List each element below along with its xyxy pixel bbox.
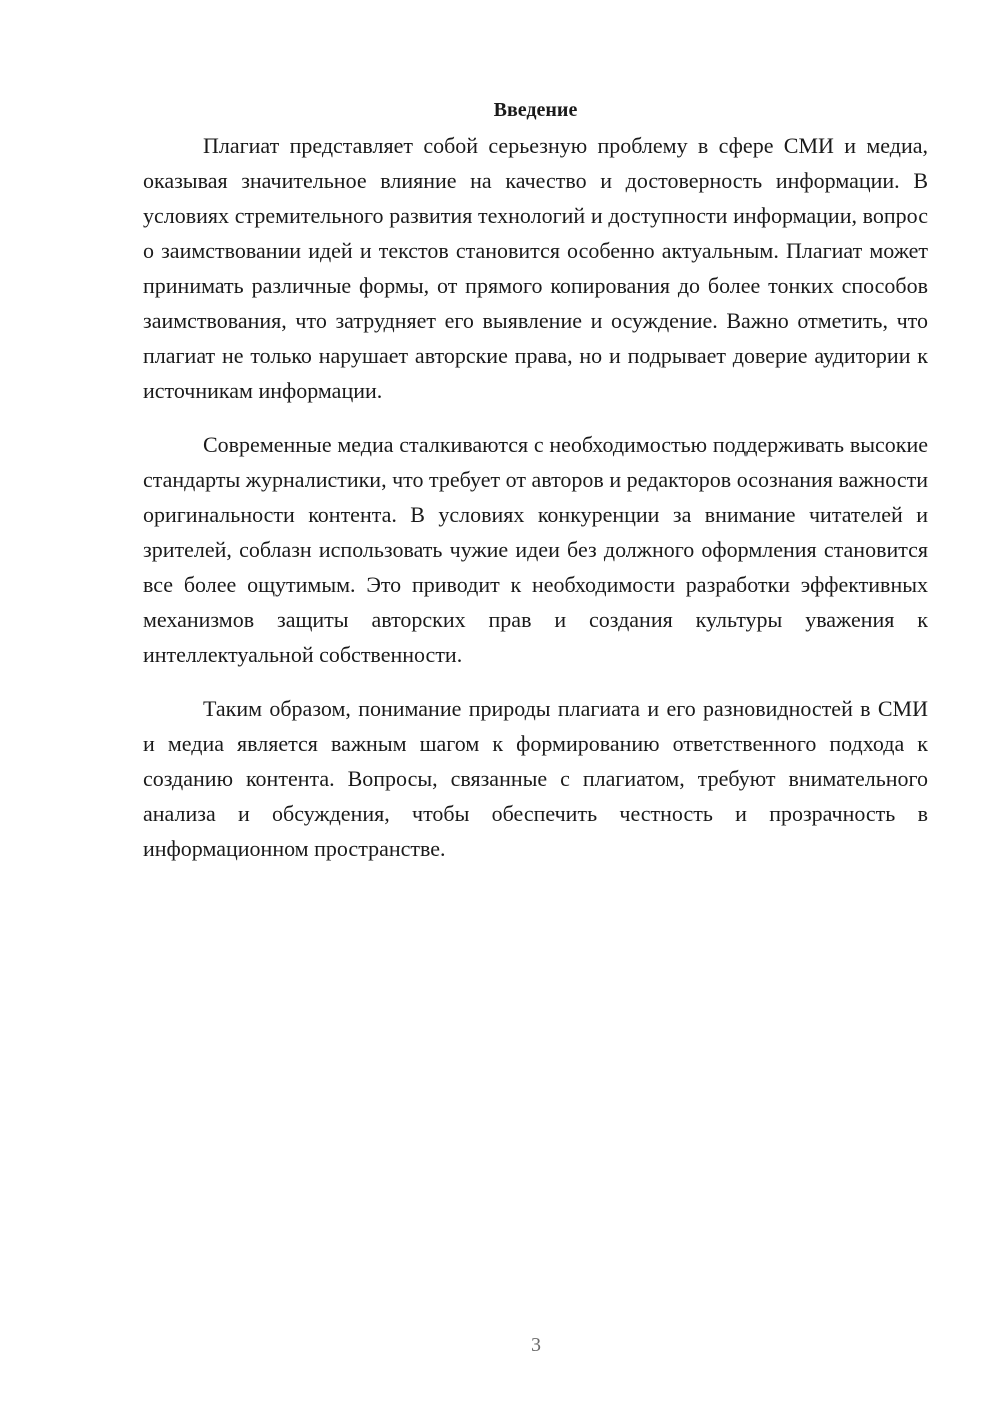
paragraph-3: Таким образом, понимание природы плагиата и его разновидностей в СМИ и медиа является важным шагом к формированию ответственного подхода к созданию контента. Вопросы, связанные с плагиатом, требуют внимательного анализа и обсуждения, чтобы обеспечить честность и прозрачность в информационном пространстве. — [143, 696, 928, 861]
section-heading: Введение — [493, 99, 578, 121]
page-number: 3 — [531, 1334, 541, 1356]
paragraph-1: Плагиат представляет собой серьезную проблему в сфере СМИ и медиа, оказывая значительное влияние на качество и достоверность информации. В условиях стремительного развития технологий и доступности информации, вопрос о заимствовании идей и текстов становится особенно актуальным. Плагиат может принимать различные формы, от прямого копирования до более тонких способов заимствования, что затрудняет его выявление и осуждение. Важно отметить, что плагиат не только нарушает авторские права, но и подрывает доверие аудитории к источникам информации. — [143, 133, 928, 403]
paragraph-2: Современные медиа сталкиваются с необходимостью поддерживать высокие стандарты журналистики, что требует от авторов и редакторов осознания важности оригинальности контента. В условиях конкуренции за внимание читателей и зрителей, соблазн использовать чужие идеи без должного оформления становится все более ощутимым. Это приводит к необходимости разработки эффективных механизмов защиты авторских прав и создания культуры уважения к интеллектуальной собственности. — [143, 432, 928, 667]
page-content — [143, 93, 928, 866]
